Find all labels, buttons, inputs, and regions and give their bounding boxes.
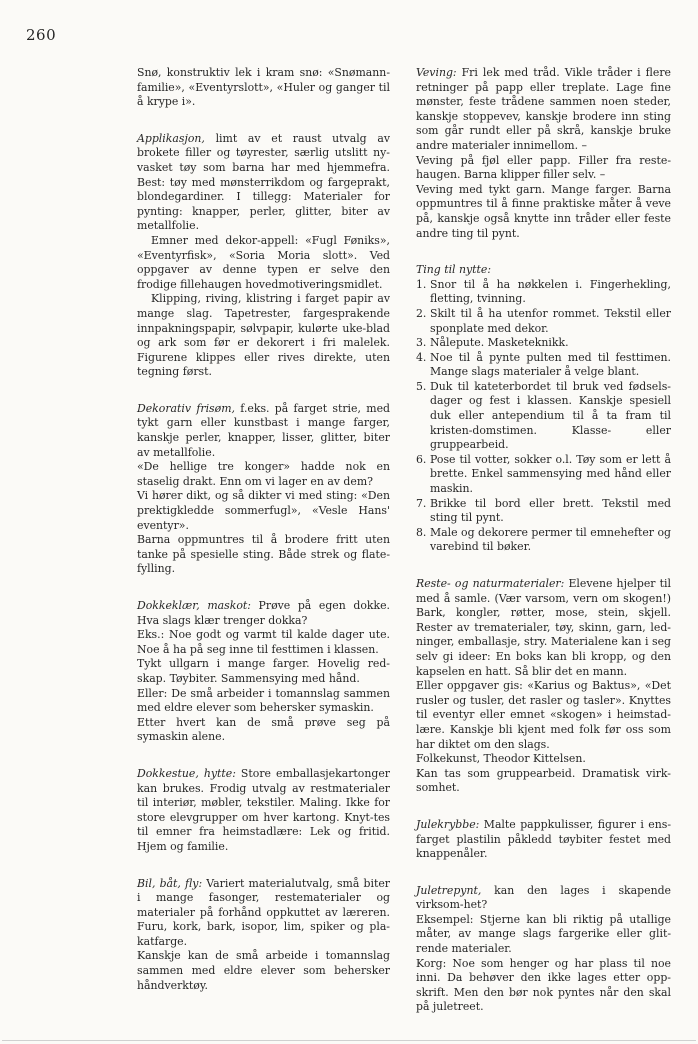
section-dokkestue	[137, 767, 390, 855]
paragraph: Veving på fjøl eller papp. Filler fra reste-haugen. Barna klipper filler selv. –	[416, 153, 671, 182]
paragraph: Dekorativ frisøm, f.eks. på farget strie, med tykt garn eller kunstbast i mange farger, kanskje perler, knapper, lisser, glitter, biter av metallfolie.	[137, 401, 390, 459]
paragraph: Kanskje kan de små arbeide i tomannslag sammen med eldre elever som behersker håndverktøy.	[137, 949, 390, 992]
paragraph: Eller oppgaver gis: «Karius og Baktus», «Det rusler og tusler, det rasler og tasler». Knyttes til eventyr eller emnet «skogen» i heimstad-lære. Kanskje bli kjent med folk før oss som har diktet om den slags.	[416, 679, 671, 751]
paragraph: Tykt ullgarn i mange farger. Hovelig red-skap. Tøybiter. Sammensying med hånd.	[137, 657, 390, 685]
paragraph: Applikasjon, limt av et raust utvalg av brokete filler og tøyrester, særlig utslitt ny-vasket tøy som barna har med hjemmefra. Best: tøy med mønsterrikdom og fargeprakt, blondegardiner. I tillegg: Materialer for pynting: knapper, perler, glitter, biter av metallfolie.	[137, 131, 390, 233]
section-heading: Applikasjon,	[137, 131, 205, 145]
section-heading: Bil, båt, fly:	[137, 876, 203, 890]
section-dekorativ-frisom	[137, 402, 390, 577]
section-heading: Juletrepynt,	[416, 883, 482, 897]
section-veving	[416, 66, 671, 241]
section-reste-naturmaterialer	[416, 577, 671, 796]
paragraph: Snø, konstruktiv lek i kram snø: «Snømann-familie», «Eventyrslott», «Huler og ganger til å krype i».	[137, 66, 390, 109]
paragraph: Vi hører dikt, og så dikter vi med sting: «Den prektigkledde sommerfugl», «Vesle Hans' eventyr».	[137, 489, 390, 532]
section-heading: Dokkestue, hytte:	[137, 766, 236, 780]
section-ting-til-nytte	[416, 263, 671, 555]
paragraph: Bil, båt, fly: Variert materialutvalg, små biter i mange fasonger, restematerialer og materialer på forhånd oppkuttet av læreren. Furu, kork, bark, isopor, lim, spiker og pla-katfarge.	[137, 876, 390, 948]
page-edge-divider	[2, 1040, 696, 1041]
section-julekrybbe	[416, 818, 671, 862]
paragraph: Julekrybbe: Malte pappkulisser, figurer i ens-farget plastilin påkledd tøybiter festet med knappenåler.	[416, 817, 671, 861]
paragraph: Eks.: Noe godt og varmt til kalde dager ute. Noe å ha på seg inne til festtimen i klassen.	[137, 628, 390, 656]
list-item: 3. Nåleputе. Masketeknikk.	[416, 336, 569, 350]
paragraph: Dokkeklær, maskot: Prøve på egen dokke. Hva slags klær trenger dokka?	[137, 599, 390, 627]
list-item: 5. Duk til kateterbordet til bruk ved fødsels-dager og fest i klassen. Kanskje spesiell duk eller antependium til å ta fram til kristen-domstimen. Klasse- eller gruppearbeid.	[416, 379, 671, 452]
list-item: 7. Brikke til bord eller brett. Tekstil med sting til pynt.	[416, 496, 671, 525]
paragraph: Eksempel: Stjerne kan bli riktig på utallige måter, av mange slags fargerike eller glit-rende materialer.	[416, 912, 671, 956]
paragraph: «De hellige tre konger» hadde nok en staselig drakt. Enn om vi lager en av dem?	[137, 460, 390, 488]
paragraph: Kan tas som gruppearbeid. Dramatisk virk-somhet.	[416, 766, 671, 795]
section-heading: Dekorativ frisøm,	[137, 401, 235, 415]
section-dokkeklaer	[137, 599, 390, 745]
paragraph: Emner med dekor-appell: «Fugl Føniks», «Eventyrfisk», «Soria Moria slott». Ved oppgaver av denne typen er selve den frodige fillehaugen hovedmotiveringsmidlet.	[137, 233, 390, 291]
section-juletrepynt	[416, 884, 671, 1015]
section-sno	[137, 66, 390, 110]
paragraph: Veving: Fri lek med tråd. Vikle tråder i flere retninger på papp eller treplate. Lage fine mønster, feste trådene sammen noen steder, kanskje stoppevev, kanskje brodere inn sting som går rundt eller på skrå, kanskje bruke andre materialer innimellom. –	[416, 66, 671, 152]
section-applikasjon	[137, 132, 390, 380]
paragraph: Folkekunst, Theodor Kittelsen.	[416, 752, 586, 766]
list-item: 1. Snor til å ha nøkkelen i. Fingerhekling, fletting, tvinning.	[416, 277, 671, 306]
paragraph: Korg: Noe som henger og har plass til noe inni. Da behøver den ikke lages etter opp-skrift. Men den bør nok pyntes når den skal på juletreet.	[416, 956, 671, 1014]
left-column	[137, 66, 390, 1015]
list-item: 2. Skilt til å ha utenfor rommet. Tekstil eller sponplate med dekor.	[416, 306, 671, 335]
numbered-list	[416, 278, 671, 555]
section-heading: Reste- og naturmaterialer:	[416, 577, 565, 590]
section-heading: Ting til nytte:	[416, 263, 492, 277]
list-item: 8. Male og dekorere permer til emnehefter og varebind til bøker.	[416, 525, 671, 554]
paragraph: Dokkestue, hytte: Store emballasjekartonger kan brukes. Frodig utvalg av restmaterialer til interiør, møbler, tekstiler. Maling. Ikke for store elevgrupper om hver kartong. Knyt-tes til emner fra heimstadlære: Lek og fritid. Hjem og familie.	[137, 766, 390, 853]
section-heading: Veving:	[416, 66, 457, 79]
paragraph: Veving med tykt garn. Mange farger. Barna oppmuntres til å finne praktiske måter å veve på, kanskje også knytte inn tråder eller feste andre ting til pynt.	[416, 182, 671, 240]
paragraph: Barna oppmuntres til å brodere fritt uten tanke på spesielle sting. Både strek og flate-fylling.	[137, 533, 390, 576]
paragraph: Juletrepynt, kan den lages i skapende virksom-het?	[416, 883, 671, 912]
section-bil-bat-fly	[137, 877, 390, 994]
list-item: 4. Noe til å pynte pulten med til festtimen. Mange slags materialer å velge blant.	[416, 350, 671, 379]
section-heading: Julekrybbe:	[416, 817, 480, 831]
paragraph: Eller: De små arbeider i tomannslag sammen med eldre elever som behersker symaskin.	[137, 686, 390, 715]
paragraph: Reste- og naturmaterialer: Elevene hjelper til med å samle. (Vær varsom, vern om skogen!) Bark, kongler, røtter, mose, stein, skjell. Rester av trematerialer, tøy, skinn, garn, led-ninger, emballasje, stry. Materialene kan i seg selv gi ideer: En boks kan bli kropp, og den kapselen en hatt. Så blir det en mann.	[416, 577, 671, 678]
page-number: 260	[26, 26, 57, 44]
section-heading: Dokkeklær, maskot:	[137, 599, 251, 612]
list-item: 6. Pose til votter, sokker o.l. Tøy som er lett å brette. Enkel sammensying med hånd eller maskin.	[416, 452, 671, 496]
paragraph: Etter hvert kan de små prøve seg på symaskin alene.	[137, 715, 390, 744]
right-column	[416, 66, 671, 1037]
paragraph: Klipping, riving, klistring i farget papir av mange slag. Tapetrester, fargesprakende innpakningspapir, sølvpapir, kulørte uke-blad og ark som før er dekorert i fri malelek. Figurene klippes eller rives direkte, uten tegning først.	[137, 292, 390, 379]
